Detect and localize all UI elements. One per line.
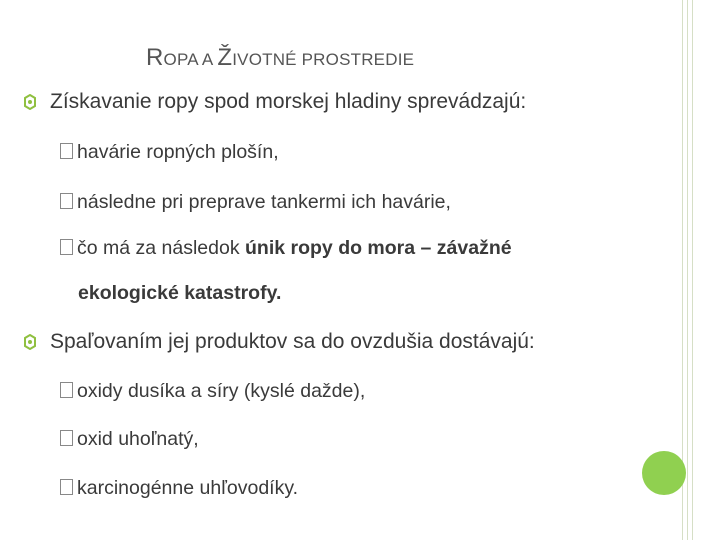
accent-circle	[642, 451, 686, 495]
section1-heading: Získavanie ropy spod morskej hladiny sprevádzajú:	[50, 90, 527, 113]
list-item: oxidy dusíka a síry (kyslé dažde),	[60, 380, 365, 403]
checkbox-glyph-icon	[60, 239, 73, 255]
frame-lines	[682, 0, 696, 540]
bullet-icon	[22, 94, 38, 110]
list-item: oxid uhoľnatý,	[60, 428, 199, 451]
checkbox-glyph-icon	[60, 143, 73, 159]
list-item-continuation: ekologické katastrofy.	[78, 282, 282, 304]
checkbox-glyph-icon	[60, 382, 73, 398]
section2-heading: Spaľovaním jej produktov sa do ovzdušia dostávajú:	[50, 330, 535, 353]
checkbox-glyph-icon	[60, 430, 73, 446]
list-item: čo má za následok únik ropy do mora – závažné	[60, 237, 512, 260]
bullet-icon	[22, 334, 38, 350]
checkbox-glyph-icon	[60, 479, 73, 495]
list-item: karcinogénne uhľovodíky.	[60, 477, 298, 500]
list-item: havárie ropných plošín,	[60, 141, 279, 164]
slide-title: ROPA A ŽIVOTNÉ PROSTREDIE	[146, 44, 415, 71]
list-item: následne pri preprave tankermi ich havárie,	[60, 191, 451, 214]
checkbox-glyph-icon	[60, 193, 73, 209]
